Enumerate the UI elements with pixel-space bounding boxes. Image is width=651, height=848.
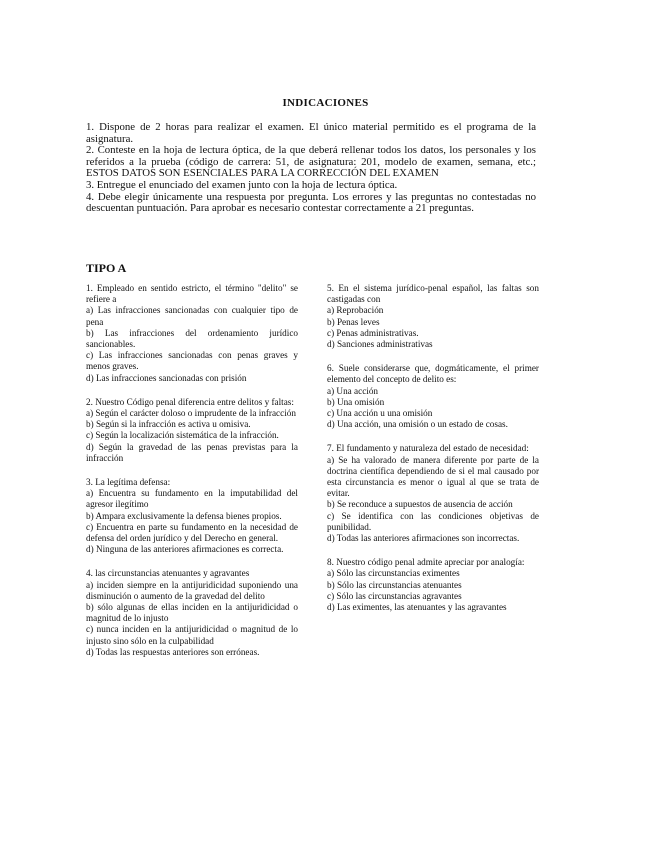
- answer-option: b) Las infracciones del ordenamiento jurídico sancionables.: [86, 327, 298, 350]
- answer-option: b) Según si la infracción es activa u omisiva.: [86, 419, 251, 430]
- instruction-item: 1. Dispone de 2 horas para realizar el examen. El único material permitido es el programa de la asignatura.: [86, 121, 536, 145]
- answer-option: b) Sólo las circunstancias atenuantes: [327, 579, 462, 590]
- question-stem: 8. Nuestro código penal admite apreciar por analogía:: [327, 557, 525, 568]
- question-4: [86, 568, 298, 658]
- answer-option: b) sólo algunas de ellas inciden en la antijuridicidad o magnitud de lo injusto: [86, 602, 298, 624]
- questions-right-column: [327, 283, 539, 626]
- instruction-item: 4. Debe elegir únicamente una respuesta por pregunta. Los errores y las preguntas no contestadas no descuentan puntuación. Para aprobar es necesario contestar correctamente a 21 preguntas.: [86, 190, 536, 215]
- answer-option: d) Las eximentes, las atenuantes y las agravantes: [327, 602, 507, 613]
- answer-option: d) Sanciones administrativas: [327, 339, 433, 350]
- section-label: TIPO A: [86, 261, 127, 275]
- answer-option: c) nunca inciden en la antijuridicidad o magnitud de lo injusto sino sólo en la culpabilidad: [86, 624, 298, 646]
- answer-option: d) Todas las anteriores afirmaciones son incorrectas.: [327, 533, 520, 544]
- answer-option: c) Según la localización sistemática de la infracción.: [86, 430, 279, 441]
- answer-option: a) inciden siempre en la antijuridicidad suponiendo una disminución o aumento de la gravedad del delito: [86, 579, 298, 601]
- answer-option: b) Ampara exclusivamente la defensa bienes propios.: [86, 510, 282, 521]
- question-5: [327, 283, 539, 350]
- answer-option: d) Las infracciones sancionadas con prisión: [86, 372, 247, 383]
- instructions-block: [86, 122, 536, 215]
- question-3: [86, 477, 298, 555]
- question-stem: 4. las circunstancias atenuantes y agravantes: [86, 568, 250, 579]
- answer-option: d) Una acción, una omisión o un estado de cosas.: [327, 419, 508, 430]
- answer-option: a) Sólo las circunstancias eximentes: [327, 568, 460, 579]
- answer-option: a) Según el carácter doloso o imprudente de la infracción: [86, 408, 296, 419]
- answer-option: d) Todas las respuestas anteriores son erróneas.: [86, 646, 260, 657]
- answer-option: d) Según la gravedad de las penas previstas para la infracción: [86, 441, 298, 463]
- question-stem: 7. El fundamento y naturaleza del estado de necesidad:: [327, 443, 529, 454]
- question-stem: 6. Suele considerarse que, dogmáticamente, el primer elemento del concepto de delito es:: [327, 363, 539, 385]
- question-stem: 3. La legítima defensa:: [86, 477, 171, 488]
- instruction-item: 2. Conteste en la hoja de lectura óptica, de la que deberá rellenar todos los datos, los personales y los referidos a la prueba (código de carrera: 51, de asignatura: 201, modelo de examen, semana, etc.; ESTOS DATOS SON ESENCIALES PARA LA CORRECCIÓN DEL EXAMEN: [86, 144, 536, 180]
- answer-option: c) Sólo las circunstancias agravantes: [327, 590, 462, 601]
- answer-option: b) Se reconduce a supuestos de ausencia de acción: [327, 499, 513, 510]
- document-title: INDICACIONES: [282, 97, 369, 109]
- answer-option: c) Se identifica con las condiciones objetivas de punibilidad.: [327, 510, 539, 532]
- answer-option: a) Las infracciones sancionadas con cualquier tipo de pena: [86, 305, 298, 327]
- question-2: [86, 397, 298, 464]
- answer-option: a) Reprobación: [327, 305, 384, 316]
- answer-option: b) Una omisión: [327, 396, 385, 407]
- answer-option: c) Penas administrativas.: [327, 327, 419, 338]
- question-8: [327, 557, 539, 613]
- answer-option: c) Una acción u una omisión: [327, 408, 433, 419]
- question-7: [327, 443, 539, 544]
- answer-option: a) Una acción: [327, 385, 379, 396]
- questions-left-column: [86, 283, 298, 671]
- answer-option: d) Ninguna de las anteriores afirmaciones es correcta.: [86, 544, 284, 555]
- answer-option: a) Encuentra su fundamento en la imputabilidad del agresor ilegítimo: [86, 488, 298, 510]
- instruction-item: 3. Entregue el enunciado del examen junto con la hoja de lectura óptica.: [86, 178, 398, 191]
- question-stem: 2. Nuestro Código penal diferencia entre delitos y faltas:: [86, 396, 294, 407]
- answer-option: a) Se ha valorado de manera diferente por parte de la doctrina científica dependiendo de si el mal causado por esta circunstancia es menor o igual al que se trata de evitar.: [327, 454, 539, 499]
- question-1: [86, 283, 298, 384]
- answer-option: b) Penas leves: [327, 316, 380, 327]
- answer-option: c) Encuentra en parte su fundamento en la necesidad de defensa del orden jurídico y del Derecho en general.: [86, 521, 298, 544]
- question-stem: 5. En el sistema jurídico-penal español, las faltas son castigadas con: [327, 283, 539, 305]
- question-6: [327, 363, 539, 430]
- question-stem: 1. Empleado en sentido estricto, el término "delito" se refiere a: [86, 283, 298, 305]
- answer-option: c) Las infracciones sancionadas con penas graves y menos graves.: [86, 350, 298, 372]
